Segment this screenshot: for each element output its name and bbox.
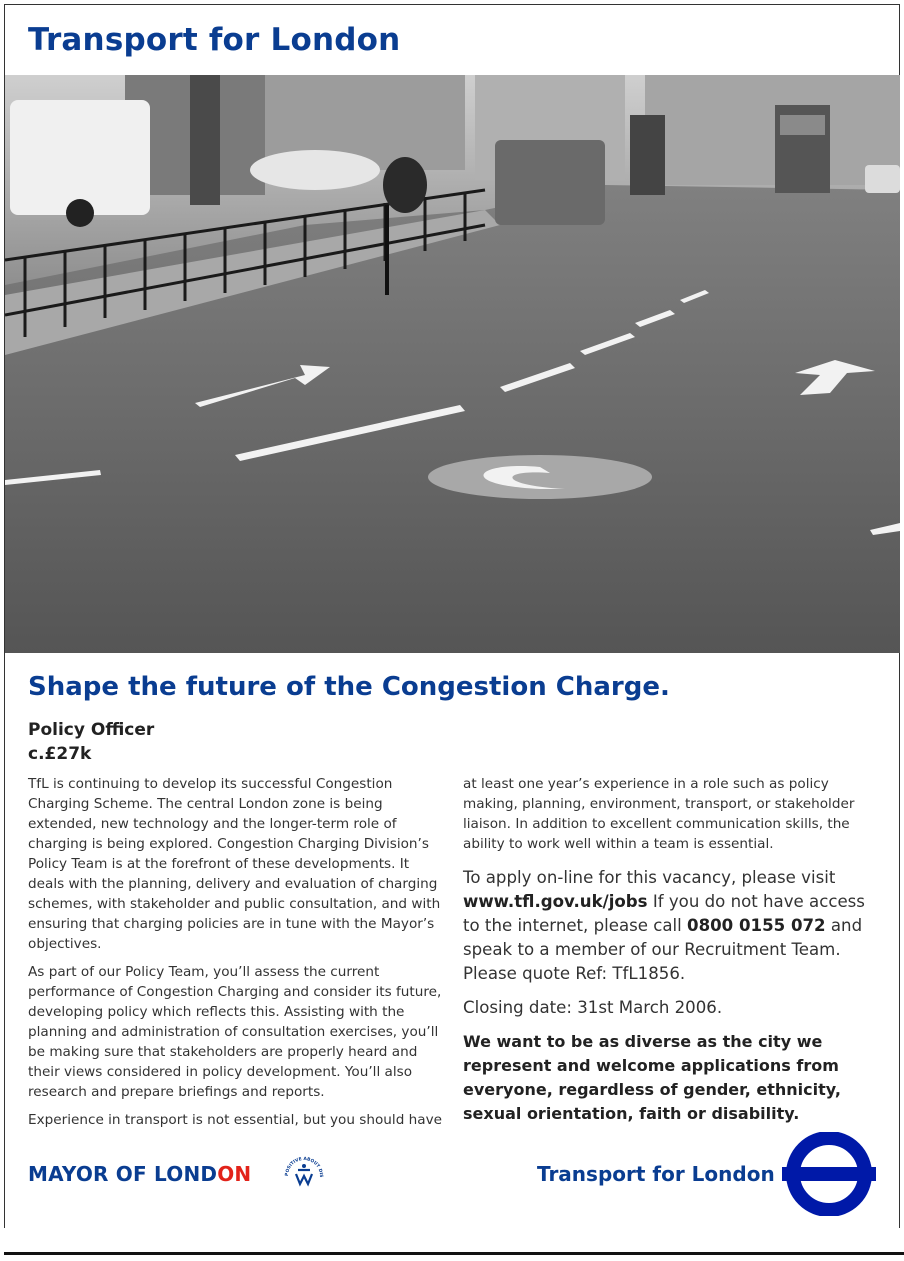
salary: c.£27k [28, 744, 92, 764]
bottom-rule [4, 1252, 904, 1255]
phone-number: 0800 0155 072 [687, 916, 826, 935]
job-title: Policy Officer [28, 720, 155, 740]
road-photo [5, 75, 900, 653]
experience-paragraph-continued: at least one year’s experience in a role such as policy making, planning, environment, transport, or stakeholder liaison. In addition to excellent communication skills, the ability to work well within a team is essential. [463, 776, 855, 852]
mayor-of-london-logo [28, 1162, 251, 1186]
diversity-statement: We want to be as diverse as the city we represent and welcome applications from everyone, regardless of gender, ethnicity, sexual orientation, faith or disability. [463, 1032, 841, 1123]
apply-paragraph [463, 866, 883, 986]
intro-paragraph: TfL is continuing to develop its successful Congestion Charging Scheme. The central London zone is being extended, new technology and the longer-term role of charging is being explored. Congestion Charging Division’s Policy Team is at the forefront of these developments. It deals with the planning, delivery and evaluation of charging schemes, with stakeholder and public consultation, and with ensuring that charging policies are in tune with the Mayor’s objectives. [28, 776, 441, 952]
headline: Shape the future of the Congestion Charge. [28, 672, 670, 702]
apply-middle: If you do not have access to the internet, please call [463, 892, 865, 935]
apply-end: and speak to a member of our Recruitment Team. Please quote Ref: TfL1856. [463, 916, 863, 983]
mayor-logo-accent: ON [217, 1162, 252, 1186]
jobs-url-link[interactable]: www.tfl.gov.uk/jobs [463, 892, 648, 911]
header-brand: Transport for London [28, 22, 401, 58]
left-column [28, 774, 446, 1138]
positive-about-disabled-people-icon [282, 1154, 326, 1194]
mayor-logo-main: MAYOR OF LOND [28, 1162, 218, 1186]
closing-date: Closing date: 31st March 2006. [463, 998, 723, 1017]
experience-paragraph-start: Experience in transport is not essential, but you should have [28, 1112, 443, 1128]
footer-brand: Transport for London [537, 1162, 775, 1186]
role-paragraph: As part of our Policy Team, you’ll assess the current performance of Congestion Charging and consider its future, developing policy which reflects this. Assisting with the planning and administration of consultation exercises, you’ll be making sure that stakeholders are properly heard and their views considered in policy development. You’ll also research and prepare briefings and reports. [28, 964, 442, 1100]
right-column [463, 774, 883, 1126]
road-photo-illustration [5, 75, 900, 653]
disability-badge-text: POSITIVE ABOUT DIS [284, 1156, 324, 1178]
apply-intro: To apply on-line for this vacancy, please visit [463, 868, 836, 887]
tfl-roundel-icon [780, 1132, 878, 1216]
